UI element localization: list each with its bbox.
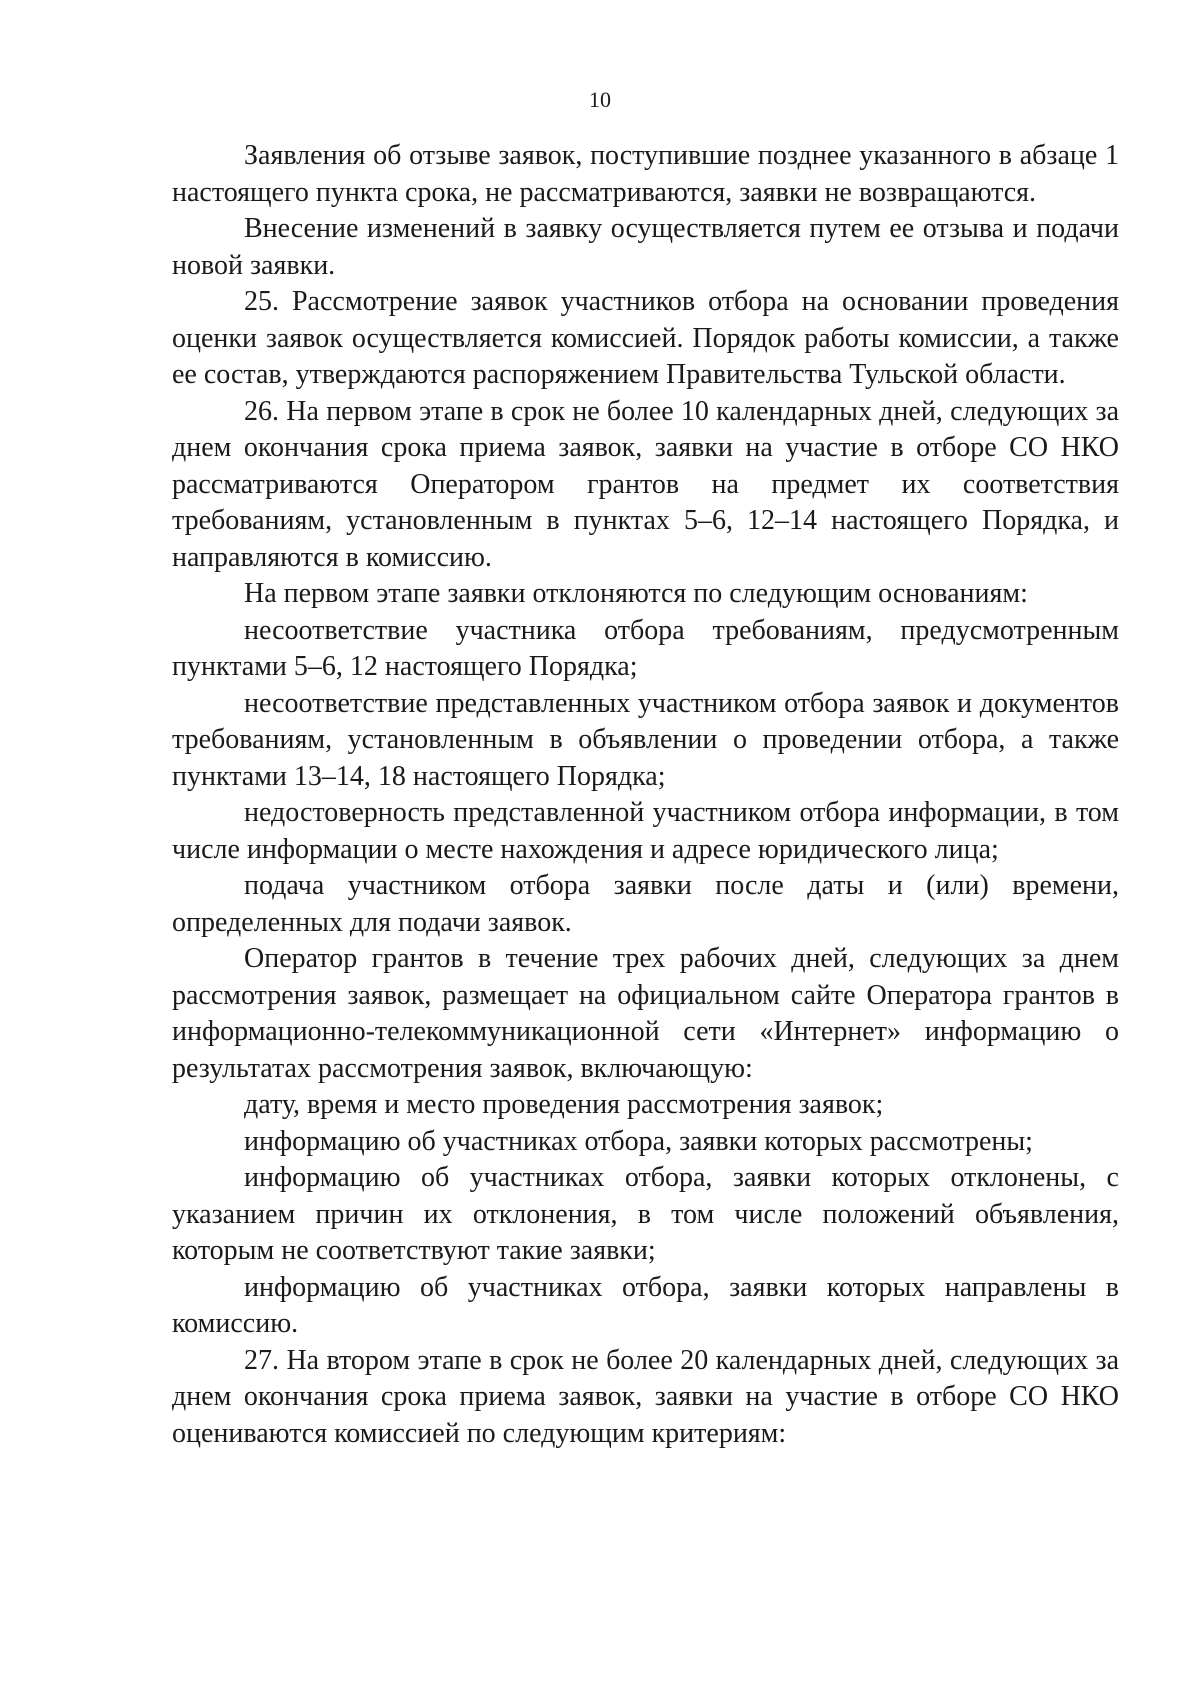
paragraph: Заявления об отзыве заявок, поступившие позднее указанного в абзаце 1 настоящего пункта срока, не рассматриваются, заявки не возвращаются. (172, 140, 1119, 208)
paragraph: несоответствие участника отбора требованиям, предусмотренным пунктами 5–6, 12 настоящего Порядка; (172, 614, 1119, 682)
paragraph: 26. На первом этапе в срок не более 10 календарных дней, следующих за днем окончания срока приема заявок, заявки на участие в отборе СО НКО рассматриваются Оператором грантов на предмет их соответствия требованиям, установленным в пунктах 5–6, 12–14 настоящего Порядка, и направляются в комиссию. (172, 395, 1119, 573)
paragraph: несоответствие представленных участником отбора заявок и документов требованиям, установленным в объявлении о проведении отбора, а также пунктами 13–14, 18 настоящего Порядка; (172, 687, 1119, 792)
paragraph: информацию об участниках отбора, заявки которых отклонены, с указанием причин их отклонения, в том числе положений объявления, которым не соответствуют такие заявки; (172, 1162, 1119, 1266)
paragraph: информацию об участниках отбора, заявки которых рассмотрены; (244, 1125, 1033, 1157)
paragraph: 25. Рассмотрение заявок участников отбора на основании проведения оценки заявок осуществляется комиссией. Порядок работы комиссии, а также ее состав, утверждаются распоряжением Правительства Тульской области. (172, 286, 1119, 390)
paragraph: Внесение изменений в заявку осуществляется путем ее отзыва и подачи новой заявки. (172, 213, 1119, 281)
paragraph: 27. На втором этапе в срок не более 20 календарных дней, следующих за днем окончания срока приема заявок, заявки на участие в отборе СО НКО оцениваются комиссией по следующим критериям: (172, 1344, 1119, 1449)
paragraph: информацию об участниках отбора, заявки которых направлены в комиссию. (172, 1271, 1119, 1339)
paragraph: подача участником отбора заявки после даты и (или) времени, определенных для подачи заявок. (172, 870, 1119, 938)
page-number: 10 (589, 87, 611, 112)
document-body (172, 138, 1119, 1452)
paragraph: недостоверность представленной участником отбора информации, в том числе информации о месте нахождения и адресе юридического лица; (172, 797, 1119, 865)
paragraph: дату, время и место проведения рассмотрения заявок; (244, 1089, 884, 1120)
paragraph: Оператор грантов в течение трех рабочих дней, следующих за днем рассмотрения заявок, размещает на официальном сайте Оператора грантов в информационно-телекоммуникационной сети «Интернет» информацию о результатах рассмотрения заявок, включающую: (172, 943, 1119, 1084)
paragraph: На первом этапе заявки отклоняются по следующим основаниям: (244, 578, 1028, 609)
